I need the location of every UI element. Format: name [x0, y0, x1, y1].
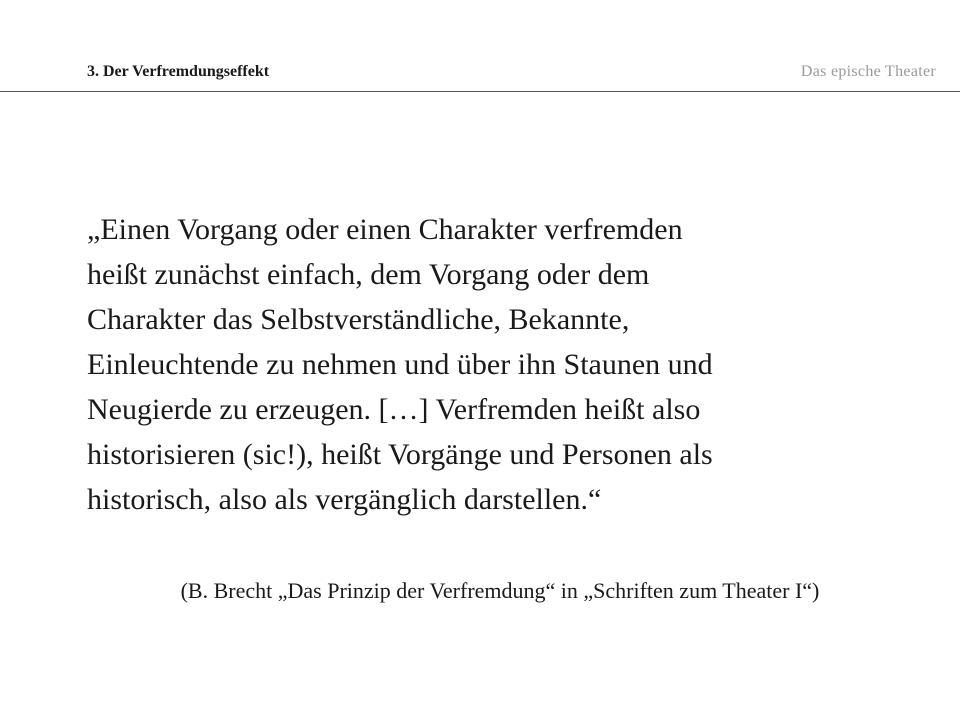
quote-line: „Einen Vorgang oder einen Charakter verfremden	[87, 213, 683, 246]
quote-line: Neugierde zu erzeugen. […] Verfremden heißt also	[87, 393, 701, 426]
topic-title: Das epische Theater	[800, 63, 936, 80]
slide-header	[0, 0, 960, 92]
section-title: 3. Der Verfremdungseffekt	[87, 63, 270, 80]
quote-line: historisch, also als vergänglich darstellen.“	[87, 483, 602, 516]
quote-line: historisieren (sic!), heißt Vorgänge und Personen als	[87, 438, 713, 471]
header-divider	[0, 91, 960, 92]
quote-line: Einleuchtende zu nehmen und über ihn Staunen und	[87, 348, 713, 381]
quote-source-citation: (B. Brecht „Das Prinzip der Verfremdung“ in „Schriften zum Theater I“)	[180, 578, 820, 603]
brecht-quote	[87, 207, 887, 522]
quote-line: Charakter das Selbstverständliche, Bekannte,	[87, 303, 630, 336]
quote-line: heißt zunächst einfach, dem Vorgang oder dem	[87, 258, 650, 291]
